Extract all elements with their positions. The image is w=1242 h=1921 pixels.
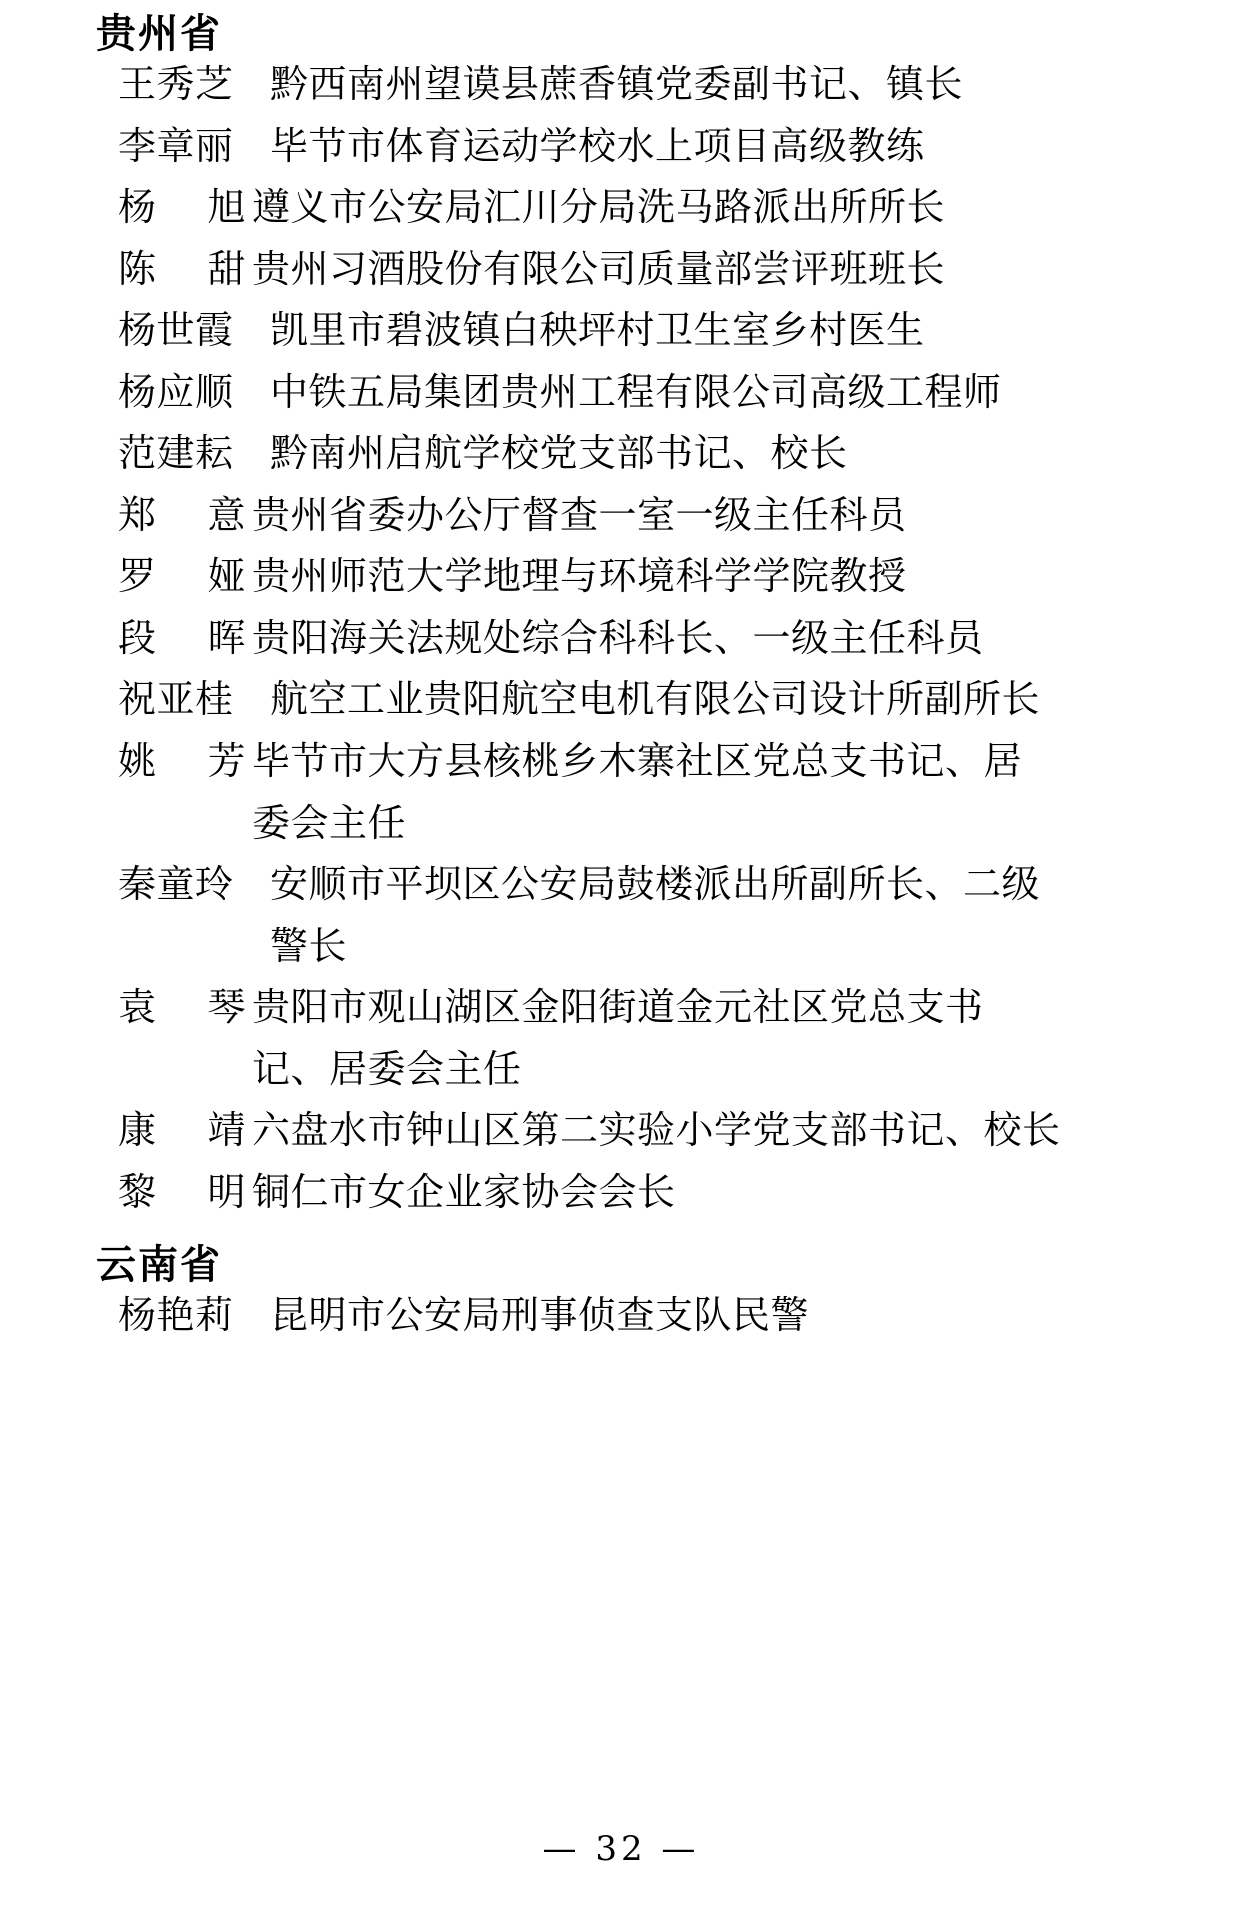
entry-name bbox=[96, 731, 246, 793]
entry-name-char: 姚 bbox=[118, 739, 157, 784]
list-item bbox=[96, 854, 1146, 977]
entry-title-cont: 记、居委会主任 bbox=[252, 1046, 522, 1091]
entry-title: 贵州师范大学地理与环境科学学院教授 bbox=[252, 554, 907, 599]
entry-title: 黔西南州望谟县蔗香镇党委副书记、镇长 bbox=[270, 62, 964, 106]
entry-name-char: 明 bbox=[207, 1169, 246, 1214]
list-item bbox=[96, 177, 1146, 239]
list-item bbox=[96, 608, 1146, 670]
entry-name-char: 琴 bbox=[207, 985, 246, 1030]
entry-title: 航空工业贵阳航空电机有限公司设计所副所长 bbox=[270, 677, 1041, 722]
list-item bbox=[96, 116, 1146, 178]
entry-name-char: 袁 bbox=[118, 985, 157, 1030]
entry-name: 杨艳莉 bbox=[118, 1293, 234, 1338]
entry-name-char: 娅 bbox=[207, 554, 246, 599]
entry-title: 毕节市体育运动学校水上项目高级教练 bbox=[270, 123, 925, 168]
list-item bbox=[96, 423, 1146, 485]
entry-name bbox=[96, 546, 246, 608]
entry-name-char: 杨 bbox=[118, 185, 157, 230]
entry-name-char: 康 bbox=[118, 1108, 157, 1153]
entry-name-char: 甜 bbox=[207, 246, 246, 291]
entry-name: 秦童玲 bbox=[118, 862, 234, 907]
entry-title: 贵阳市观山湖区金阳街道金元社区党总支书 记、居委会主任 bbox=[246, 977, 1146, 1100]
entry-name: 王秀芝 bbox=[118, 62, 234, 106]
list-item bbox=[96, 669, 1146, 731]
page-number: — 32 — bbox=[542, 1829, 700, 1869]
entry-name bbox=[96, 239, 246, 301]
list-item bbox=[96, 300, 1146, 362]
entry-name-char: 郑 bbox=[118, 492, 157, 537]
entry-name bbox=[96, 608, 246, 670]
entry-name-char: 芳 bbox=[207, 739, 246, 784]
entry-name: 李章丽 bbox=[118, 123, 234, 168]
entry-title: 安顺市平坝区公安局鼓楼派出所副所长、二级 警长 bbox=[264, 854, 1146, 977]
entry-title: 遵义市公安局汇川分局洗马路派出所所长 bbox=[252, 185, 946, 230]
entry-title: 贵阳海关法规处综合科科长、一级主任科员 bbox=[252, 615, 984, 660]
section-heading-yunnan: 云南省 bbox=[96, 1242, 222, 1289]
list-item bbox=[96, 54, 1146, 116]
entry-name: 祝亚桂 bbox=[118, 677, 234, 722]
entry-name-char: 陈 bbox=[118, 246, 157, 291]
section-heading-guizhou: 贵州省 bbox=[96, 11, 222, 57]
entry-name-char: 意 bbox=[207, 492, 246, 537]
entry-title: 贵州省委办公厅督查一室一级主任科员 bbox=[252, 492, 907, 537]
entry-name: 杨世霞 bbox=[118, 308, 234, 353]
list-item bbox=[96, 362, 1146, 424]
entry-title: 中铁五局集团贵州工程有限公司高级工程师 bbox=[270, 369, 1002, 414]
list-item bbox=[96, 1285, 1146, 1347]
entry-name bbox=[96, 1162, 246, 1224]
list-item bbox=[96, 977, 1146, 1100]
entry-title-cont: 委会主任 bbox=[252, 800, 407, 845]
entry-list-guizhou bbox=[96, 54, 1146, 1223]
entry-title: 贵州习酒股份有限公司质量部尝评班班长 bbox=[252, 246, 946, 291]
list-item bbox=[96, 731, 1146, 854]
entry-title-cont: 警长 bbox=[270, 923, 348, 968]
list-item bbox=[96, 546, 1146, 608]
entry-title: 昆明市公安局刑事侦查支队民警 bbox=[270, 1293, 810, 1338]
entry-name-char: 旭 bbox=[207, 185, 246, 230]
entry-name-char: 靖 bbox=[207, 1108, 246, 1153]
entry-name-char: 黎 bbox=[118, 1169, 157, 1214]
entry-name: 杨应顺 bbox=[118, 369, 234, 414]
entry-name: 范建耘 bbox=[118, 431, 234, 476]
entry-name bbox=[96, 1100, 246, 1162]
entry-name-char: 段 bbox=[118, 615, 157, 660]
entry-title: 六盘水市钟山区第二实验小学党支部书记、校长 bbox=[252, 1108, 1061, 1153]
entry-title: 黔南州启航学校党支部书记、校长 bbox=[270, 431, 848, 476]
entry-name bbox=[96, 977, 246, 1039]
entry-title: 毕节市大方县核桃乡木寨社区党总支书记、居 委会主任 bbox=[246, 731, 1146, 854]
entry-title: 凯里市碧波镇白秧坪村卫生室乡村医生 bbox=[270, 308, 925, 353]
list-item bbox=[96, 239, 1146, 301]
list-item bbox=[96, 485, 1146, 547]
entry-name bbox=[96, 177, 246, 239]
list-item bbox=[96, 1100, 1146, 1162]
entry-name-char: 罗 bbox=[118, 554, 157, 599]
list-item bbox=[96, 1162, 1146, 1224]
entry-title: 铜仁市女企业家协会会长 bbox=[252, 1169, 676, 1214]
entry-name bbox=[96, 485, 246, 547]
entry-list-yunnan bbox=[96, 1285, 1146, 1347]
entry-name-char: 晖 bbox=[207, 615, 246, 660]
